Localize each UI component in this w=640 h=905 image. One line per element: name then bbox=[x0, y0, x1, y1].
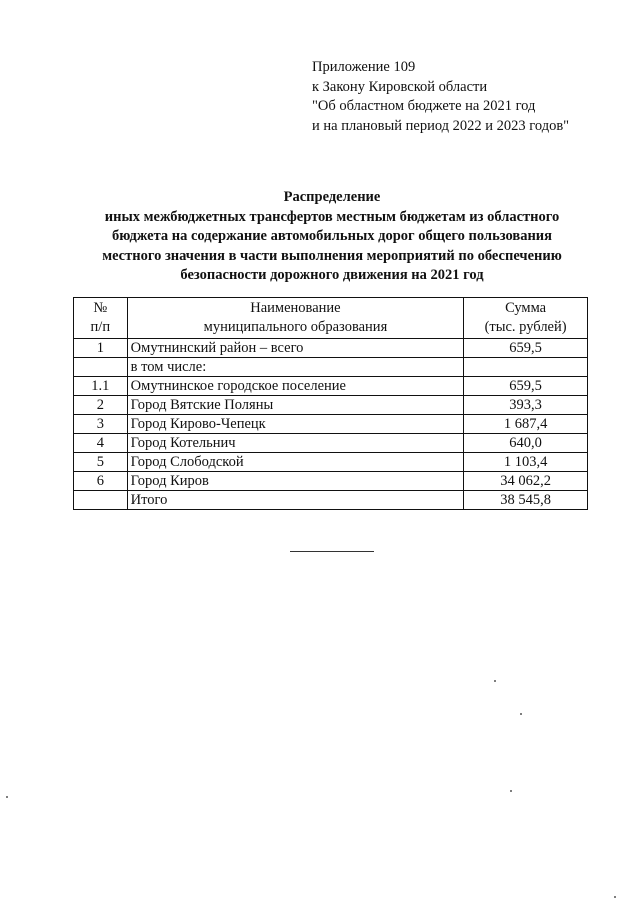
header-sum-line: (тыс. рублей) bbox=[484, 319, 567, 335]
title-line: безопасности дорожного движения на 2021 год bbox=[180, 267, 484, 284]
title-line: местного значения в части выполнения мероприятий по обеспечению bbox=[102, 247, 562, 264]
distribution-table bbox=[73, 297, 588, 510]
row-name: Город Киров bbox=[127, 472, 464, 491]
appendix-line: к Закону Кировской области bbox=[312, 78, 488, 95]
appendix-note bbox=[312, 58, 569, 136]
row-name: Город Кирово-Чепецк bbox=[127, 415, 464, 434]
scan-speck bbox=[614, 896, 616, 898]
header-sum bbox=[464, 298, 588, 339]
table-header bbox=[74, 298, 588, 339]
row-sum: 1 103,4 bbox=[464, 453, 588, 472]
header-name-line: муниципального образования bbox=[203, 319, 388, 335]
row-name: Город Вятские Поляны bbox=[127, 396, 464, 415]
header-num bbox=[74, 298, 128, 339]
table-row bbox=[74, 472, 588, 491]
scan-speck bbox=[6, 796, 8, 798]
header-name bbox=[127, 298, 464, 339]
table-row bbox=[74, 453, 588, 472]
header-sum-line: Сумма bbox=[505, 300, 547, 316]
table-row bbox=[74, 434, 588, 453]
row-sum: 640,0 bbox=[464, 434, 588, 453]
table-row bbox=[74, 358, 588, 377]
header-name-line: Наименование bbox=[250, 300, 341, 316]
appendix-line: "Об областном бюджете на 2021 год bbox=[312, 98, 536, 114]
row-num: 5 bbox=[74, 453, 128, 472]
row-sum: 659,5 bbox=[464, 377, 588, 396]
row-sum: 393,3 bbox=[464, 396, 588, 415]
row-sum: 34 062,2 bbox=[464, 472, 588, 491]
row-sum bbox=[464, 358, 588, 377]
row-num: 3 bbox=[74, 415, 128, 434]
table-row bbox=[74, 377, 588, 396]
row-num: 2 bbox=[74, 396, 128, 415]
title-line: Распределение bbox=[283, 189, 381, 205]
appendix-line: и на плановый период 2022 и 2023 годов" bbox=[312, 117, 570, 134]
title-line: бюджета на содержание автомобильных дорог общего пользования bbox=[111, 228, 553, 245]
row-sum: 38 545,8 bbox=[464, 491, 588, 510]
appendix-line: Приложение 109 bbox=[312, 59, 416, 75]
scan-speck bbox=[520, 713, 522, 715]
row-name: Город Слободской bbox=[127, 453, 464, 472]
header-row bbox=[74, 298, 588, 339]
table-row bbox=[74, 339, 588, 358]
row-sum: 1 687,4 bbox=[464, 415, 588, 434]
row-num: 4 bbox=[74, 434, 128, 453]
scan-speck bbox=[510, 790, 512, 792]
row-num: 1.1 bbox=[74, 377, 128, 396]
row-name: в том числе: bbox=[127, 358, 464, 377]
document-title bbox=[70, 188, 594, 286]
row-num: 1 bbox=[74, 339, 128, 358]
row-num bbox=[74, 491, 128, 510]
table-row bbox=[74, 396, 588, 415]
row-num: 6 bbox=[74, 472, 128, 491]
row-name: Омутнинский район – всего bbox=[127, 339, 464, 358]
table-row bbox=[74, 415, 588, 434]
table-body bbox=[74, 339, 588, 510]
closing-rule bbox=[290, 551, 374, 552]
row-name: Итого bbox=[127, 491, 464, 510]
row-name: Омутнинское городское поселение bbox=[127, 377, 464, 396]
header-num-line: № bbox=[93, 300, 108, 316]
title-line: иных межбюджетных трансфертов местным бюджетам из областного bbox=[104, 208, 560, 225]
total-row bbox=[74, 491, 588, 510]
row-name: Город Котельнич bbox=[127, 434, 464, 453]
row-num bbox=[74, 358, 128, 377]
scan-speck bbox=[494, 680, 496, 682]
header-num-line: п/п bbox=[90, 319, 111, 335]
row-sum: 659,5 bbox=[464, 339, 588, 358]
